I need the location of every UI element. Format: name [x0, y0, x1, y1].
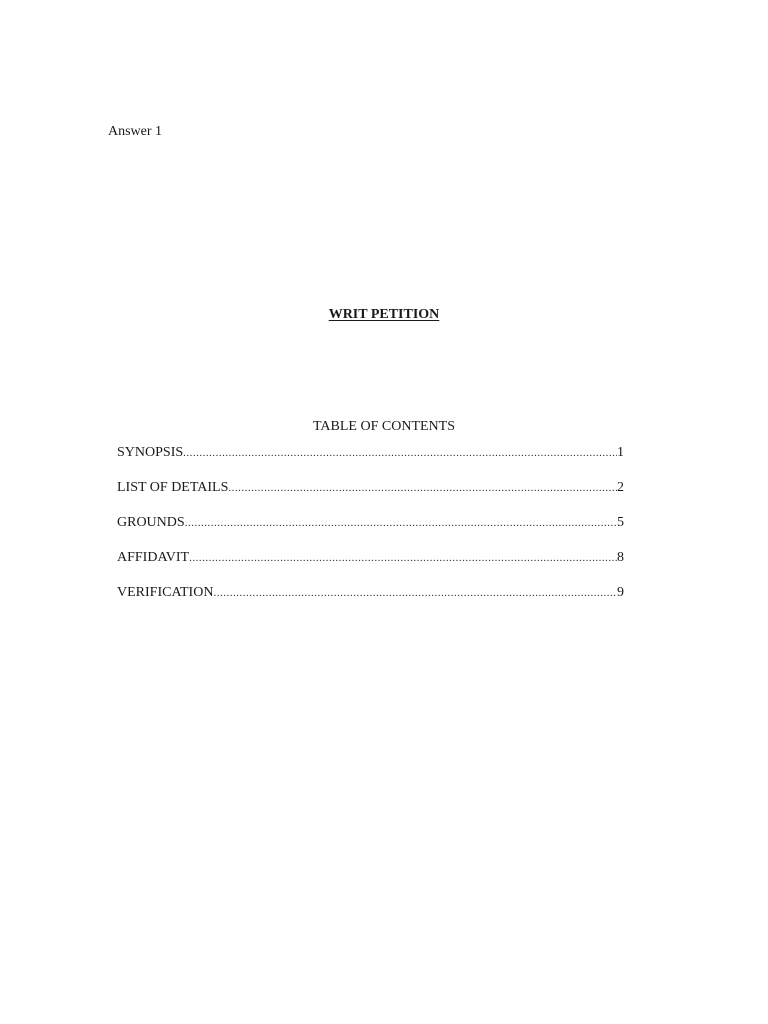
dot-leader	[213, 584, 617, 602]
toc-entry-grounds	[117, 514, 624, 532]
toc-entry-verification	[117, 584, 624, 602]
dot-leader	[189, 549, 617, 567]
toc-entry-page-number: 5	[617, 515, 624, 530]
toc-entry-affidavit	[117, 549, 624, 567]
toc-entry-synopsis	[117, 444, 624, 462]
toc-entry-label: GROUNDS	[117, 515, 185, 530]
dot-leader	[228, 479, 617, 497]
toc-entry-list-of-details	[117, 479, 624, 497]
toc-entry-label: AFFIDAVIT	[117, 550, 190, 565]
answer-label: Answer 1	[108, 124, 163, 139]
toc-entry-page-number: 1	[617, 445, 624, 460]
dot-leader	[183, 444, 617, 462]
toc-entry-page-number: 9	[617, 585, 624, 600]
document-title: WRIT PETITION	[328, 307, 440, 322]
toc-entry-label: VERIFICATION	[117, 585, 214, 600]
dot-leader	[185, 514, 617, 532]
toc-entry-page-number: 8	[617, 550, 624, 565]
table-of-contents	[117, 444, 624, 619]
toc-entry-label: SYNOPSIS	[117, 445, 184, 460]
toc-entry-page-number: 2	[617, 480, 624, 495]
toc-heading: TABLE OF CONTENTS	[313, 419, 455, 434]
toc-entry-label: LIST OF DETAILS	[117, 480, 229, 495]
